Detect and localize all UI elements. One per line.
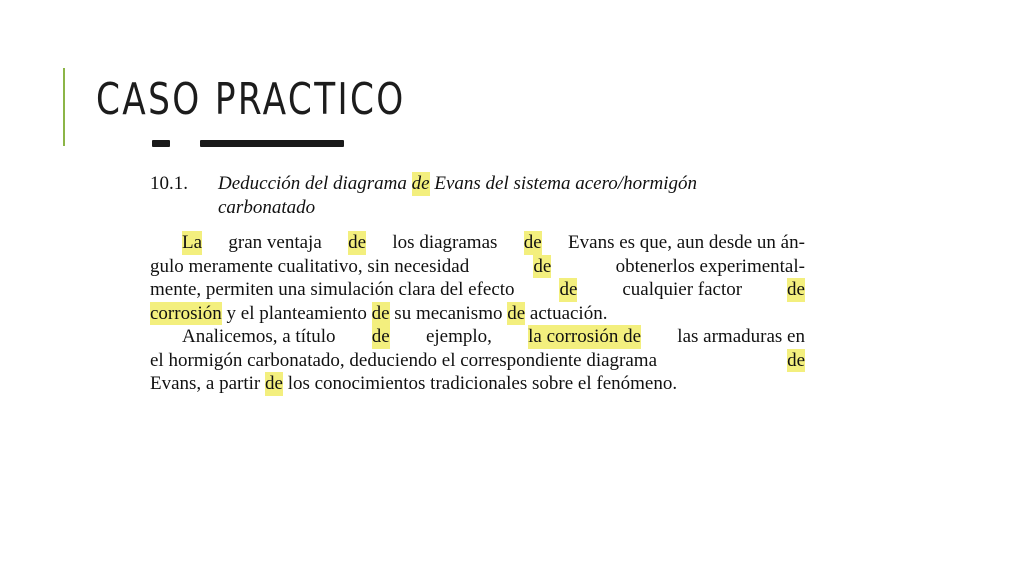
section-title [218,172,697,219]
text-line [150,325,805,349]
highlighted-text: de [348,232,367,253]
section-number: 10.1. [150,173,188,194]
scanned-text-excerpt [150,172,805,396]
text-run: Evans, a partir [150,373,266,394]
text-line [150,302,805,326]
text-run: obtenerlos experimental- [610,255,805,277]
text-line [150,349,805,373]
text-run: gran ventaja [223,232,327,253]
text-line [150,278,805,302]
highlighted-text: de [559,279,578,300]
text-run: Evans es que, aun desde un án- [563,232,805,253]
text-run: ejemplo, [421,326,497,347]
cropped-scan-residue [152,140,344,147]
text-run: las armaduras en [672,326,805,347]
body-paragraphs [150,231,805,396]
text-line [150,255,805,279]
text-run: el hormigón carbonatado, deduciendo el correspondiente diagrama [150,349,662,371]
section-heading [150,172,805,219]
text-run: los conocimientos tradicionales sobre el fenómeno. [282,373,678,394]
highlighted-text: la corrosión de [528,326,642,347]
highlighted-text: de [507,302,526,324]
text-line [150,372,805,396]
text-run: actuación. [525,302,608,324]
highlighted-text: de [533,255,552,277]
title-accent-bar [63,68,65,146]
highlighted-text: La [182,232,203,253]
highlighted-text: de [787,279,805,300]
highlighted-text: de [787,349,805,371]
heading-line: Deducción del diagrama de Evans del sistema acero/hormigón [218,173,697,194]
highlighted-text: de [371,302,390,324]
highlighted-text: de [523,232,542,253]
text-run: Analicemos, a título [182,326,341,347]
text-run: y el planteamiento [221,302,372,324]
text-run: su mecanismo [389,302,508,324]
heading-line: carbonatado [218,196,316,218]
highlighted-text: corrosión [150,302,222,324]
text-run: mente, permiten una simulación clara del efecto [150,279,520,300]
highlighted-text: de [265,373,283,394]
highlighted-text: de [371,326,390,347]
slide-title: CASO PRACTICO [96,74,406,125]
text-run: gulo meramente cualitativo, sin necesidad [150,255,474,277]
text-run: los diagramas [387,232,503,253]
text-line [150,231,805,255]
text-run: cualquier factor [617,279,747,300]
